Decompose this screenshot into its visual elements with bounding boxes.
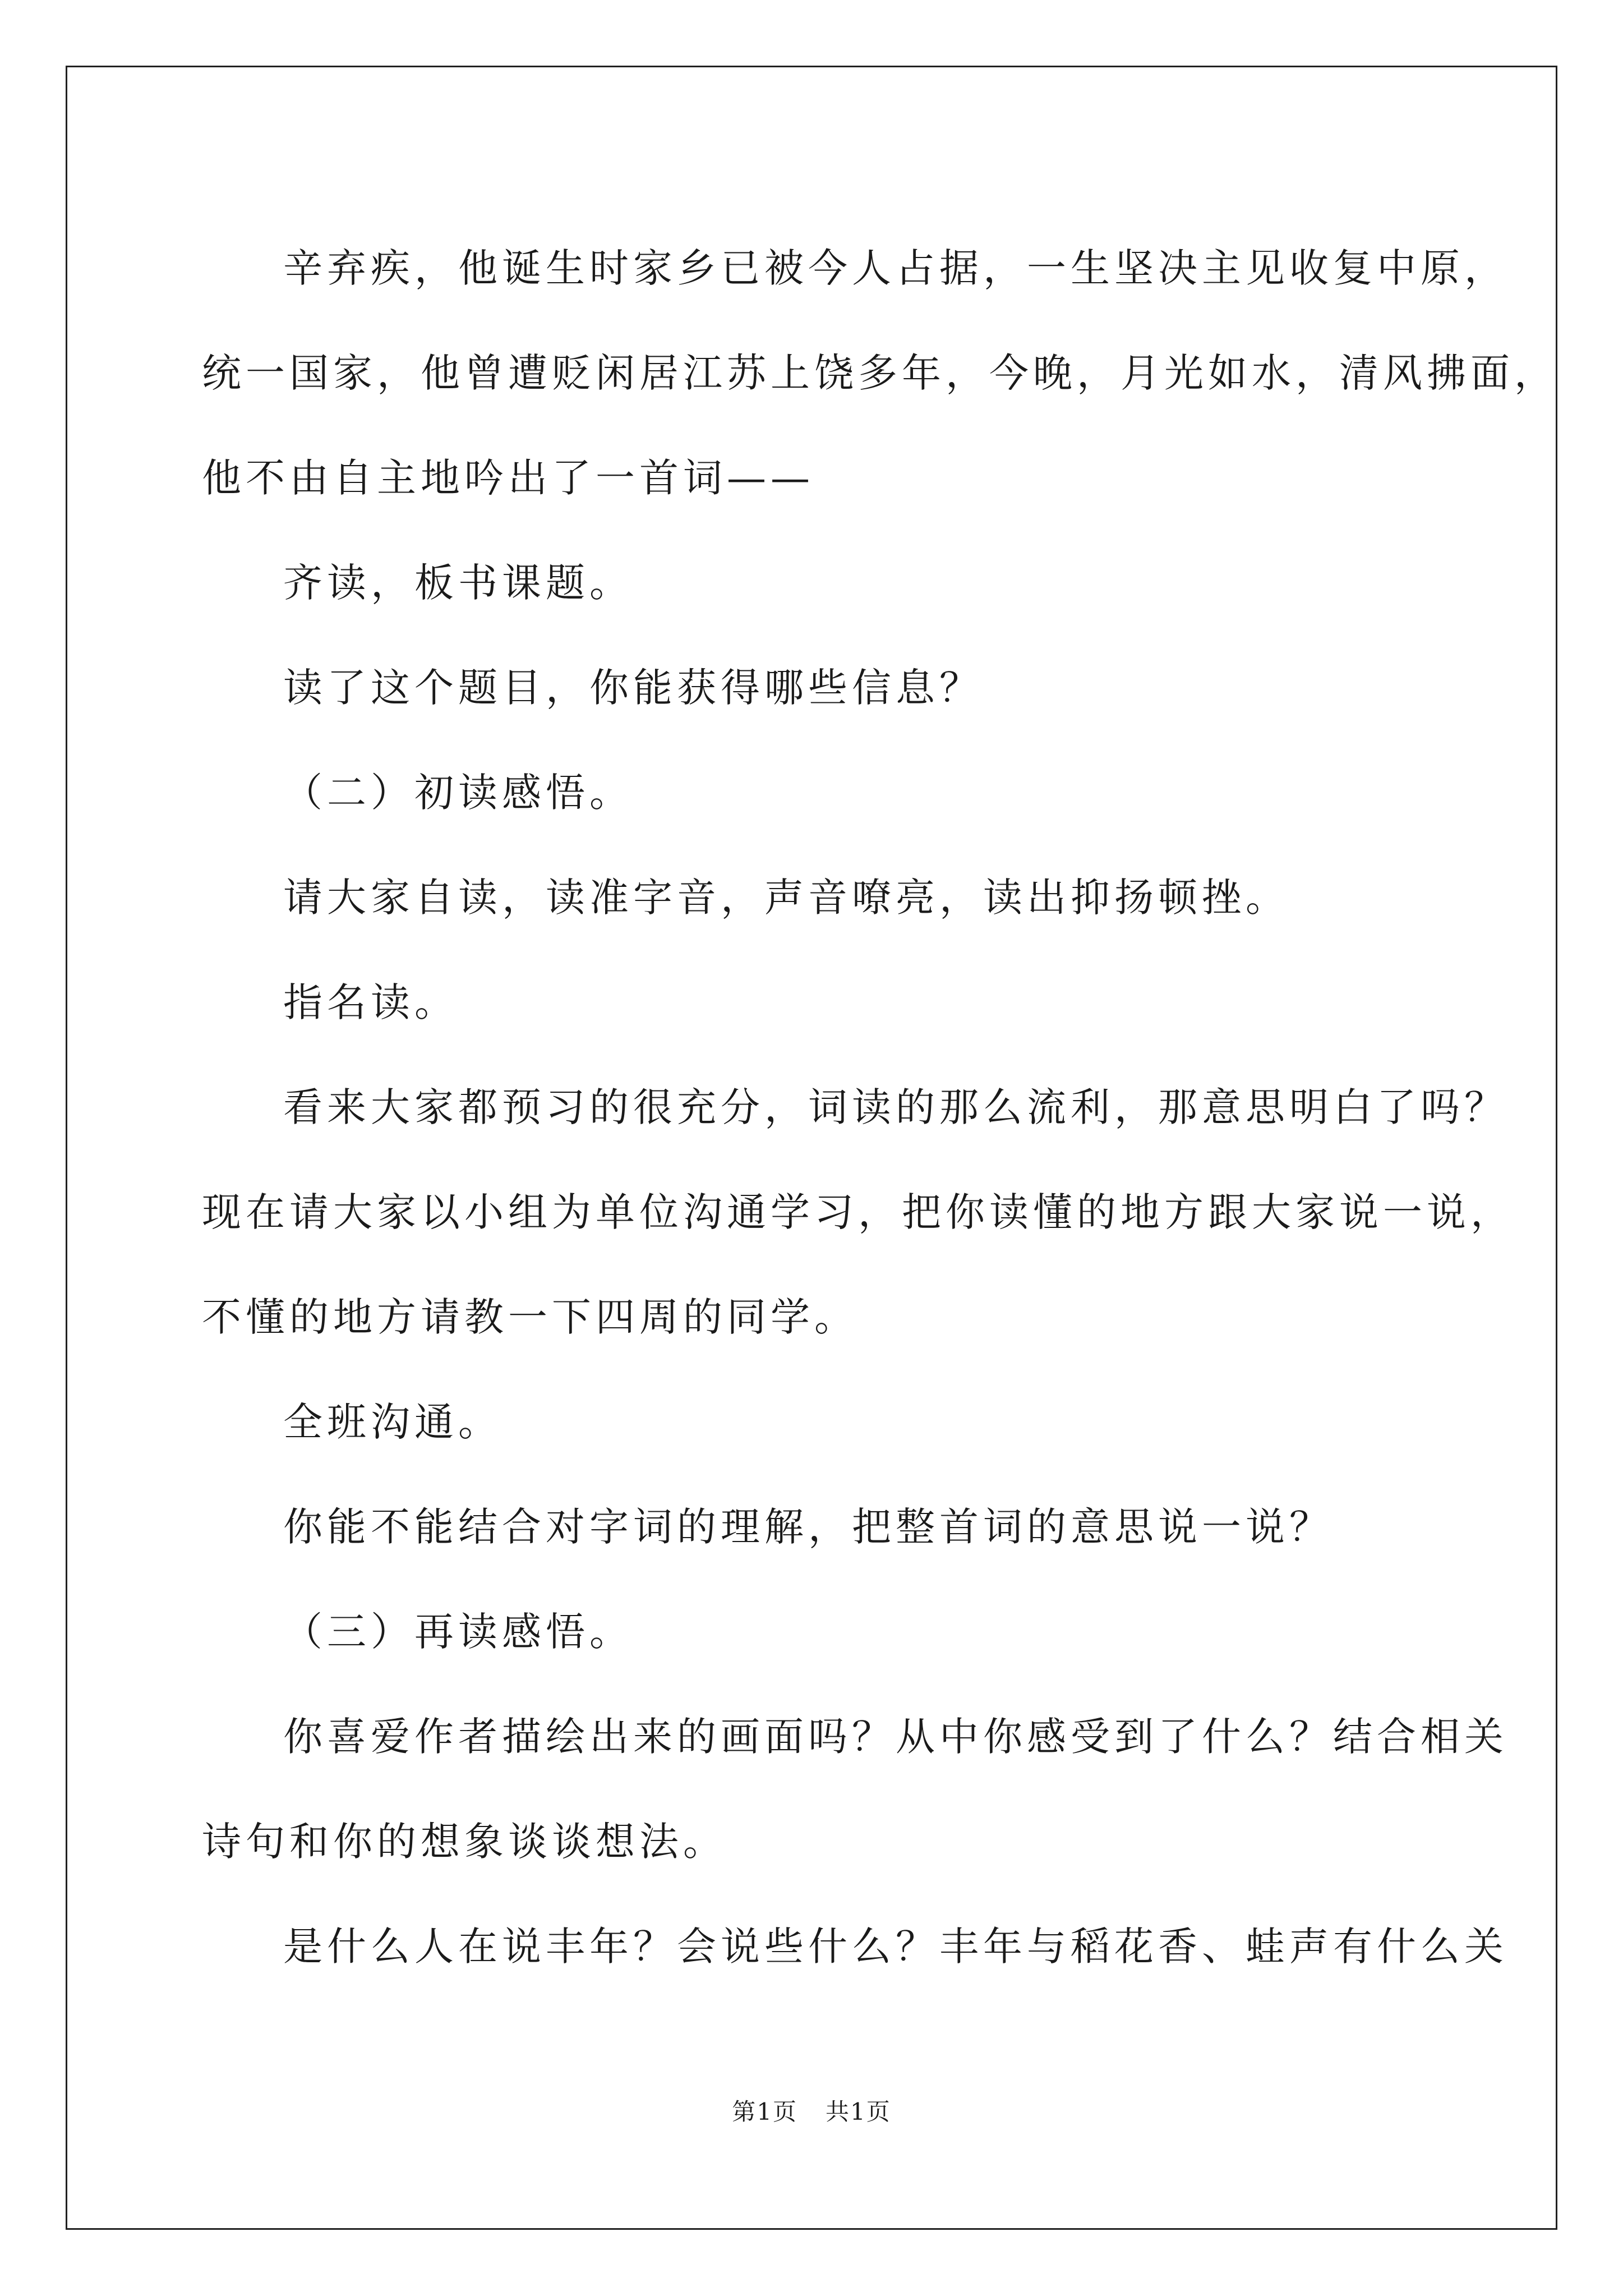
text-line: 诗句和你的想象谈谈想法。: [202, 1819, 727, 1865]
text-line: 辛弃疾，他诞生时家乡已被今人占据，一生坚决主见收复中原，: [283, 245, 1508, 291]
paragraph: [202, 531, 1436, 636]
document-body: [202, 216, 1558, 1999]
text-line: （三）再读感悟。: [283, 1609, 633, 1655]
text-line: 现在请大家以小组为单位沟通学习，把你读懂的地方跟大家说一说，: [202, 1189, 1514, 1235]
paragraph: [202, 216, 1558, 531]
paragraph: [202, 1475, 1436, 1580]
paragraph: [202, 1055, 1514, 1370]
text-line: 你能不能结合对字词的理解，把整首词的意思说一说？: [283, 1504, 1333, 1550]
paragraph: [202, 1685, 1508, 1894]
text-line: 他不由自主地吟出了一首词——: [202, 455, 814, 501]
text-line: 是什么人在说丰年？会说些什么？丰年与稻花香、蛙声有什么关: [283, 1924, 1508, 1970]
paragraph: [202, 1370, 1436, 1475]
text-line: 齐读，板书课题。: [283, 560, 633, 606]
text-line: 全班沟通。: [283, 1399, 502, 1445]
page-number-current: 第1页: [732, 2098, 797, 2125]
text-line: 你喜爱作者描绘出来的画面吗？从中你感受到了什么？结合相关: [283, 1714, 1508, 1760]
text-line: （二）初读感悟。: [283, 770, 633, 816]
page-number-total: 共1页: [826, 2098, 891, 2125]
text-line: 统一国家，他曾遭贬闲居江苏上饶多年，今晚，月光如水，清风拂面，: [202, 350, 1558, 396]
paragraph: [202, 845, 1436, 950]
text-line: 看来大家都预习的很充分，词读的那么流利，那意思明白了吗？: [283, 1084, 1508, 1130]
text-line: 不懂的地方请教一下四周的同学。: [202, 1294, 858, 1340]
text-line: 请大家自读，读准字音，声音嘹亮，读出抑扬顿挫。: [283, 875, 1289, 921]
paragraph: [202, 1894, 1508, 1999]
paragraph: [202, 950, 1436, 1055]
text-line: 读了这个题目，你能获得哪些信息？: [283, 665, 983, 711]
text-line: 指名读。: [283, 979, 458, 1025]
section-heading: [202, 1580, 1436, 1685]
section-heading: [202, 740, 1436, 845]
page-footer: [0, 2095, 1623, 2129]
paragraph: [202, 636, 1436, 740]
